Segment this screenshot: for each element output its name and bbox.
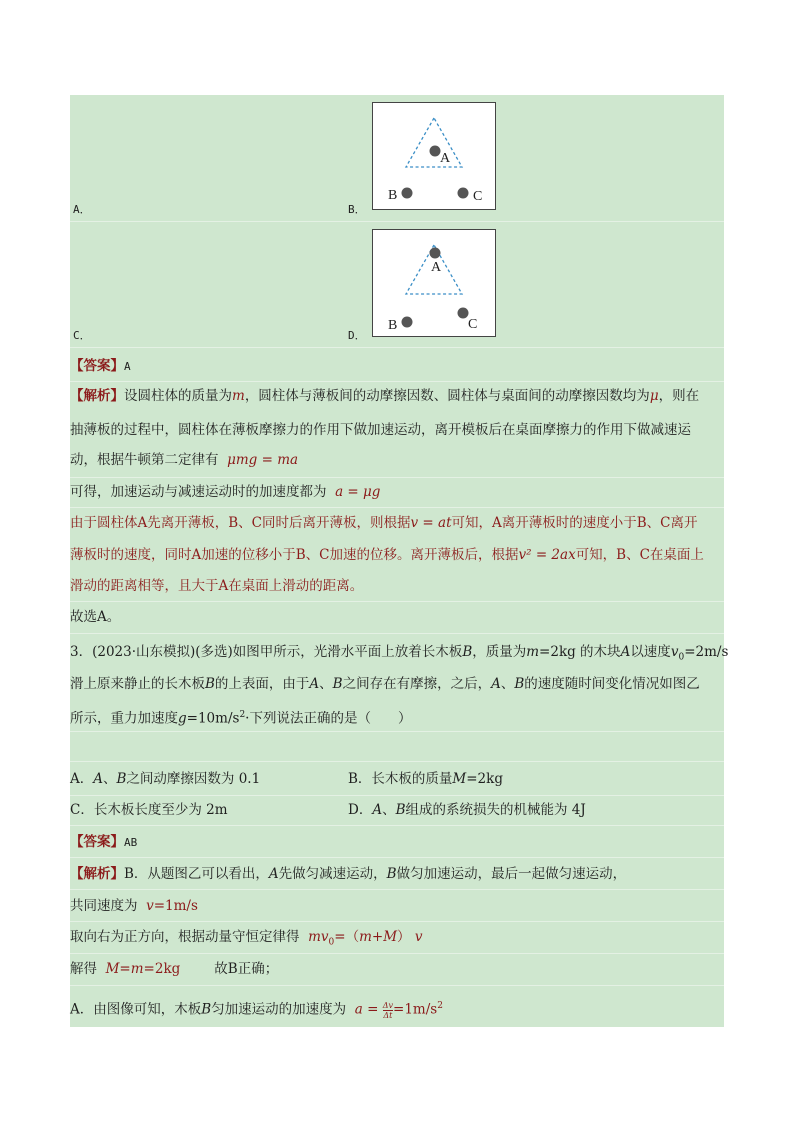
ball-c (458, 188, 469, 199)
diagram-option-b (372, 102, 496, 210)
answer-tag: 【答案】 (70, 834, 124, 850)
analysis-tag: 【解析】 (70, 388, 124, 404)
choice-b: B．长木板的质量M=2kg (348, 771, 503, 787)
answer-tag: 【答案】 (70, 358, 124, 374)
fraction-dv-dt: $\frac{\Delta v}{\Delta t}$ (382, 1000, 394, 1020)
question3-line-2: 滑上原来静止的长木板B的上表面，由于A、B之间存在有摩擦，之后，A、B的速度随时间变化情况如图乙 (70, 676, 700, 692)
option-d-label: D． (348, 329, 366, 342)
analysis1-line-4: 可得，加速运动与减速运动时的加速度都为 a = μg (70, 484, 381, 500)
ball-a (430, 146, 441, 157)
label-c: C (473, 189, 483, 204)
label-b: B (388, 188, 398, 203)
analysis3-line-3: 取向右为正方向，根据动量守恒定律得 $mv_0=(m+M)$ v (70, 929, 423, 948)
label-a: A (440, 151, 451, 166)
option-b-label: B． (348, 203, 366, 216)
question3-line-3: 所示，重力加速度$g=10m/s^2\cdot$下列说法正确的是（ ） (70, 710, 412, 727)
choice-c: C．长木板长度至少为 2m (70, 802, 228, 818)
ball-b (402, 188, 413, 199)
label-c: C (468, 317, 478, 332)
analysis1-line-1: 【解析】设圆柱体的质量为m，圆柱体与薄板间的动摩擦因数、圆柱体与桌面间的动摩擦因数均为μ，则在 (70, 388, 700, 404)
analysis1-line-6: 薄板时的速度，同时A加速的位移小于B、C加速的位移。离开薄板后，根据v² = 2ax可知，B、C在桌面上 (70, 547, 704, 563)
label-b: B (388, 318, 398, 333)
answer-value: A (124, 360, 131, 373)
analysis3-line-1: 【解析】B．从题图乙可以看出，A先做匀减速运动，B做匀加速运动，最后一起做匀速运动， (70, 866, 627, 882)
analysis1-line-2: 抽薄板的过程中，圆柱体在薄板摩擦力的作用下做加速运动，离开模板后在桌面摩擦力的作用下做减速运 (70, 422, 691, 438)
analysis3-line-2: 共同速度为 v=1m/s (70, 898, 198, 914)
analysis1-line-7: 滑动的距离相等，且大于A在桌面上滑动的距离。 (70, 578, 364, 594)
ball-b (402, 317, 413, 328)
content-panel (70, 95, 729, 1027)
analysis1-line-8: 故选A。 (70, 609, 121, 625)
label-a: A (431, 260, 442, 275)
question3-line-1: 3．(2023·山东模拟)(多选)如图甲所示，光滑水平面上放着长木板B，质量为m=2kg 的木块A以速度$v_0=2m/s$ (70, 644, 729, 663)
answer-line-1 (70, 357, 131, 376)
ball-c (458, 308, 469, 319)
analysis3-line-4: 解得 M=m=2kg 故B正确； (70, 961, 279, 977)
diagram-option-d (372, 229, 496, 337)
triangle-outline (406, 118, 462, 167)
answer-value: AB (124, 836, 138, 849)
option-c-label: C． (73, 329, 91, 342)
analysis3-line-5: A．由图像可知，木板B匀加速运动的加速度为 a = $\frac{\Delta v}{\Delta t}$ $=1m/s^2$ (70, 1000, 443, 1020)
answer-line-3 (70, 833, 137, 852)
analysis-tag: 【解析】 (70, 866, 124, 882)
choice-d: D．A、B组成的系统损失的机械能为 4J (348, 802, 586, 818)
analysis1-line-3: 动，根据牛顿第二定律有 μmg = ma (70, 452, 299, 468)
analysis1-line-5: 由于圆柱体A先离开薄板，B、C同时后离开薄板，则根据v = at可知，A离开薄板时的速度小于B、C离开 (70, 515, 698, 531)
option-a-label: A． (73, 203, 91, 216)
choice-a: A．A、B之间动摩擦因数为 0.1 (70, 771, 261, 787)
ball-a (430, 248, 441, 259)
